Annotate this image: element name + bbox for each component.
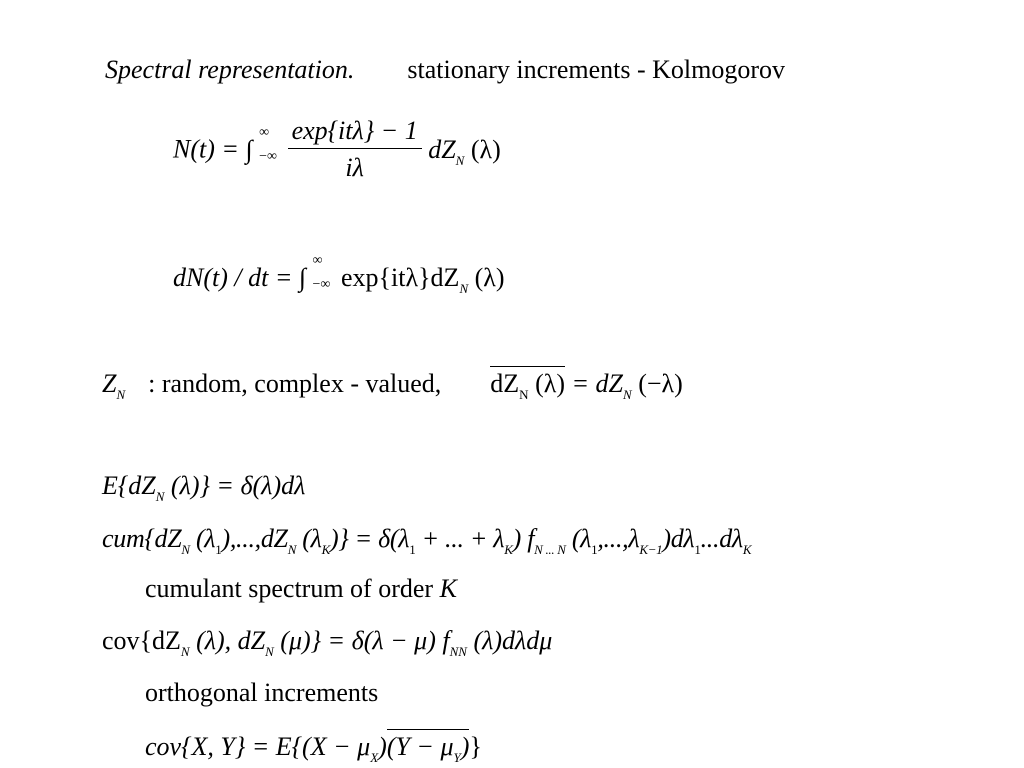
l5-s11: K: [742, 542, 752, 557]
eq1-rhs: dZ: [428, 134, 456, 164]
cumulant-equation: [102, 524, 752, 557]
integral-limits: [312, 253, 335, 298]
upper-limit: ∞: [312, 253, 323, 268]
l5-s9: K−1: [639, 542, 663, 557]
l7-c: (μ)} = δ(λ − μ) f: [280, 626, 450, 655]
zn-definition: [102, 369, 683, 402]
conj-sub: N: [519, 387, 529, 402]
l9-a: cov{X, Y} = E{(X − μ: [145, 732, 371, 761]
l7-s1: N: [180, 644, 190, 659]
integral-sign: ∫: [245, 134, 253, 164]
zn-sub: N: [116, 387, 126, 402]
l9-s1: X: [370, 750, 379, 765]
equation-n-of-t: [173, 118, 501, 181]
l5-i: ,...,λ: [597, 524, 640, 553]
l5-c: ),...,dZ: [221, 524, 288, 553]
l5-d: (λ: [302, 524, 322, 553]
eq2-body: exp{itλ}dZ: [341, 263, 460, 292]
line4-b: (λ)} = δ(λ)dλ: [170, 471, 306, 500]
eq1-lhs: N(t) =: [173, 134, 239, 164]
l5-s5: 1: [409, 542, 416, 557]
integral-sign: ∫: [298, 263, 306, 292]
zn-description: : random, complex - valued,: [148, 369, 442, 398]
l9-s2: Y: [453, 750, 461, 765]
section-subtitle: stationary increments - Kolmogorov: [407, 55, 786, 84]
l5-h: (λ: [571, 524, 592, 553]
cumulant-spectrum-note: [145, 576, 457, 602]
covariance-equation: [102, 626, 553, 659]
l9-b: ): [378, 732, 387, 761]
upper-limit: ∞: [259, 124, 270, 140]
l6-var: K: [439, 574, 457, 603]
l7-a: cov{dZ: [102, 626, 181, 655]
integral-limits: [259, 124, 281, 170]
l5-j: )dλ: [662, 524, 695, 553]
l6-text: cumulant spectrum of order: [145, 574, 434, 603]
l7-s2: N: [265, 644, 274, 659]
eq2-body-sub: N: [459, 281, 469, 296]
eq2-lhs: dN(t) / dt =: [173, 263, 293, 292]
l7-d: (λ)dλdμ: [473, 626, 553, 655]
line4-sub: N: [155, 489, 165, 504]
conj-rhs-arg: (−λ): [638, 369, 683, 398]
conj-rhs-sub: N: [623, 387, 632, 402]
conj-base: dZ: [490, 369, 520, 398]
header: [105, 57, 785, 83]
lower-limit: −∞: [312, 277, 331, 292]
l5-a: cum{dZ: [102, 524, 182, 553]
section-title: Spectral representation.: [105, 55, 355, 84]
l5-k: ...dλ: [700, 524, 743, 553]
eq1-rhs-arg: (λ): [470, 134, 501, 164]
fraction-numerator: exp{itλ} − 1: [288, 118, 422, 149]
l5-s6: K: [504, 542, 513, 557]
l5-s8: 1: [591, 542, 598, 557]
fraction-denominator: iλ: [345, 153, 364, 182]
l5-s3: N: [287, 542, 297, 557]
expectation-equation: [102, 471, 306, 504]
conj-rhs: = dZ: [571, 369, 624, 398]
l5-s10: 1: [694, 542, 701, 557]
l9-e: }: [469, 732, 482, 761]
l7-b: (λ), dZ: [196, 626, 266, 655]
conjugate-term: [386, 729, 470, 765]
eq2-body-arg: (λ): [474, 263, 505, 292]
l5-g: ) f: [512, 524, 535, 553]
l5-e: )} = δ(λ: [329, 524, 410, 553]
conj-arg: (λ): [535, 369, 565, 398]
l8-text: orthogonal increments: [145, 678, 379, 707]
l7-s3: NN: [449, 644, 467, 659]
lower-limit: −∞: [259, 148, 277, 164]
equation-derivative: [173, 253, 505, 298]
conjugate-term: [490, 366, 565, 402]
l9-c: (Y − μ: [386, 732, 454, 761]
zn-symbol: Z: [102, 369, 117, 398]
l5-s2: 1: [215, 542, 222, 557]
covariance-definition: [145, 732, 482, 765]
l5-s7: N ... N: [534, 542, 566, 557]
orthogonal-increments-note: [145, 680, 378, 706]
l5-s4: K: [321, 542, 330, 557]
eq1-rhs-sub: N: [455, 152, 465, 168]
l5-s1: N: [181, 542, 190, 557]
line4-a: E{dZ: [102, 471, 156, 500]
l5-f: + ... + λ: [421, 524, 505, 553]
l5-b: (λ: [195, 524, 216, 553]
l9-d: ): [460, 732, 470, 761]
fraction: [288, 118, 422, 181]
